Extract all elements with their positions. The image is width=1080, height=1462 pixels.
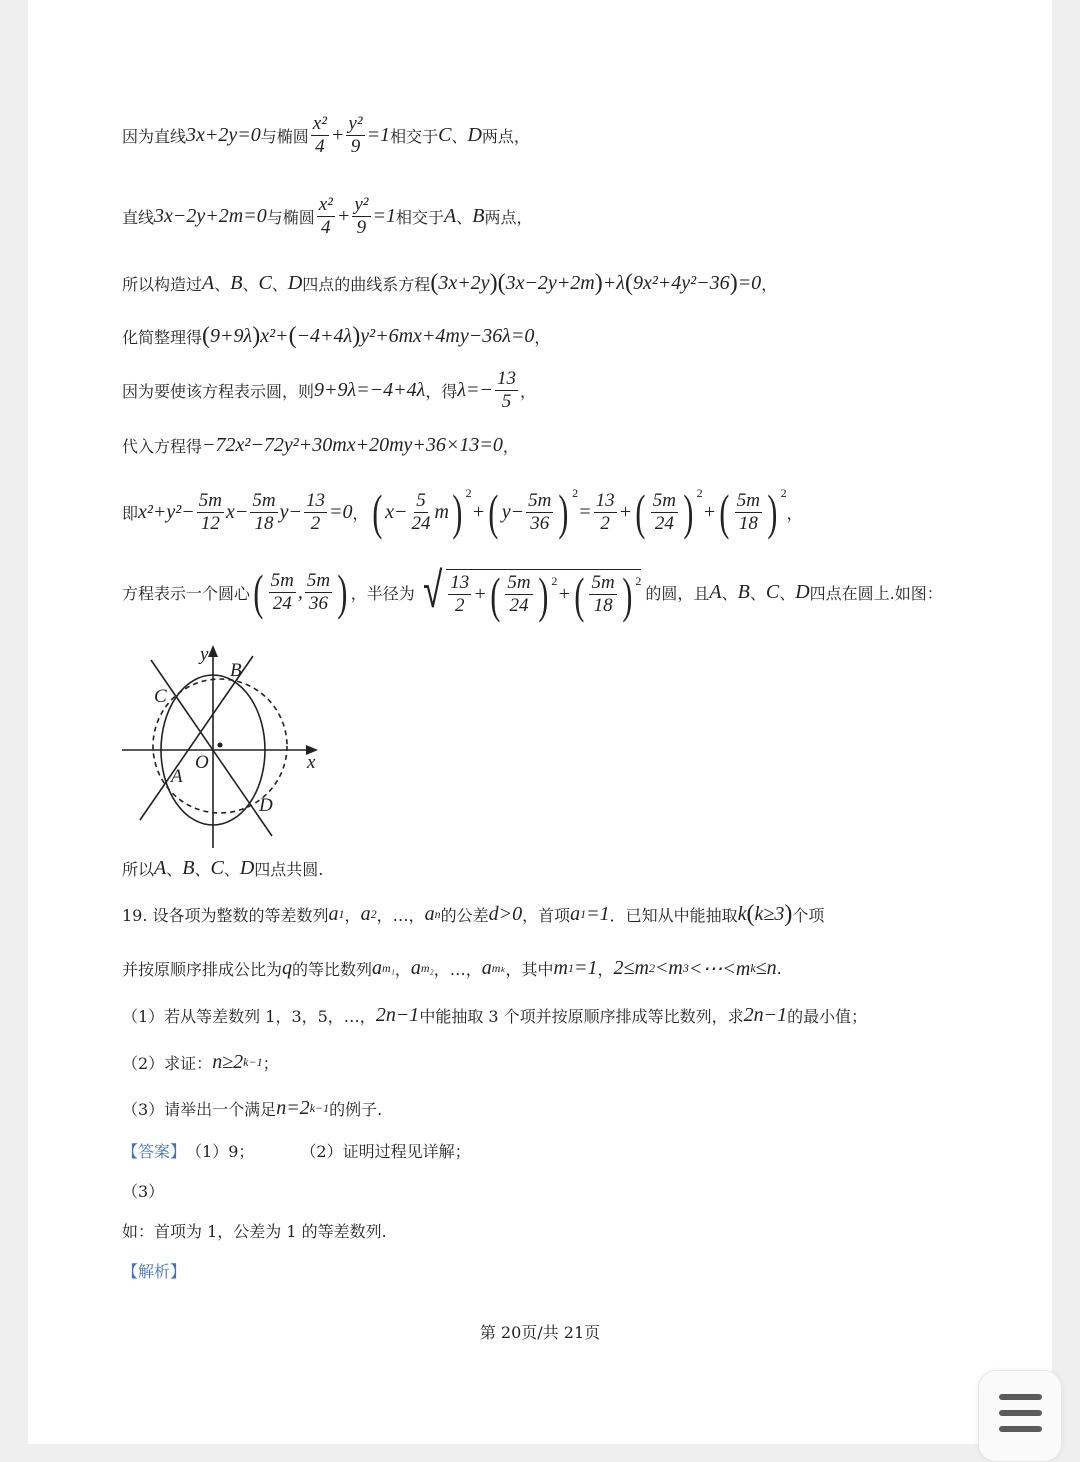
- text: ，得: [425, 381, 458, 401]
- math-expression: a: [424, 902, 435, 925]
- math-expression: 5m: [306, 569, 331, 591]
- text: 化简整理得: [122, 327, 203, 347]
- subscript: m₁: [382, 960, 395, 975]
- text: 、: [779, 583, 796, 603]
- math-expression: q: [282, 956, 293, 979]
- math-expression: =1: [372, 204, 396, 227]
- text: （3）请举出一个满足: [122, 1099, 277, 1119]
- text: 相交于: [396, 207, 445, 227]
- superscript: k−1: [309, 1100, 330, 1115]
- math-expression: 18: [738, 512, 758, 534]
- math-expression: C: [765, 580, 780, 603]
- math-expression: 9: [350, 135, 361, 157]
- right-paren: ): [337, 564, 348, 620]
- math-expression: ,: [297, 580, 303, 603]
- left-paren: (: [202, 323, 211, 349]
- text: 【解析】: [122, 1261, 187, 1281]
- text: ，: [520, 381, 537, 401]
- math-expression: n=2: [276, 1096, 310, 1119]
- text: ；: [262, 1053, 279, 1073]
- subscript: 2: [370, 906, 377, 921]
- math-expression: 2n−1: [375, 1003, 420, 1026]
- text: 四点的曲线系方程: [302, 274, 431, 294]
- math-expression: +: [336, 204, 351, 227]
- math-expression: D: [287, 271, 303, 294]
- text: 与椭圆: [266, 207, 315, 227]
- text: 的最小值；: [787, 1006, 868, 1026]
- text: 如：首项为 1，公差为 1 的等差数列.: [122, 1221, 387, 1241]
- superscript: 2: [696, 486, 703, 500]
- math-expression: A: [154, 856, 167, 879]
- text: 因为要使该方程表示圆，则: [122, 381, 315, 401]
- math-expression: 2: [310, 512, 321, 534]
- right-paren: ): [622, 566, 633, 623]
- math-expression: 4: [315, 135, 325, 157]
- label-origin: O: [195, 752, 209, 773]
- circle-center-dot: [218, 743, 223, 748]
- y-arrow-icon: [208, 645, 218, 657]
- left-paren: (: [488, 484, 499, 540]
- text: 的等比数列: [292, 959, 373, 979]
- right-paren: ): [452, 484, 463, 540]
- math-expression: 13: [305, 489, 325, 511]
- label-c: C: [154, 686, 167, 707]
- math-expression: =1: [586, 902, 610, 925]
- math-expression: 12: [200, 512, 220, 534]
- math-expression: 13: [450, 572, 470, 594]
- subscript: 2: [648, 960, 655, 975]
- math-expression: a: [570, 902, 581, 925]
- text: 中能抽取 3 个项并按原顺序排成等比数列，求: [419, 1006, 744, 1026]
- math-expression: C: [438, 123, 452, 146]
- hamburger-menu-icon-bar: [999, 1426, 1042, 1432]
- math-expression: −72x²−72y²+30mx+20my+36×13=0: [202, 433, 503, 456]
- text: 、: [214, 274, 231, 294]
- text: 四点在圆上.如图：: [809, 583, 943, 603]
- math-expression: 5m: [270, 569, 294, 591]
- subscript: k: [750, 960, 756, 975]
- analysis-heading: [122, 1240, 186, 1300]
- subscript: 1: [580, 906, 587, 921]
- math-expression: 5m: [652, 489, 676, 511]
- math-expression: 24: [509, 595, 529, 616]
- text: ，: [502, 436, 519, 456]
- label-b: B: [230, 660, 242, 681]
- math-expression: λ=−: [457, 378, 493, 401]
- text: 的圆，且: [645, 583, 710, 603]
- text: ，: [352, 503, 369, 523]
- math-expression: 2≤m: [613, 956, 649, 979]
- text: 19. 设各项为整数的等差数列: [122, 905, 329, 925]
- right-paren: ): [683, 484, 694, 540]
- math-expression: a: [410, 956, 421, 979]
- math-expression: y−: [279, 500, 302, 523]
- right-paren: ): [489, 270, 498, 296]
- page-footer: 第 20页/共 21页: [479, 1323, 601, 1342]
- text: 因为直线: [122, 126, 187, 146]
- math-expression: D: [795, 580, 810, 603]
- text: 两点，: [481, 126, 530, 146]
- text: 的例子.: [329, 1099, 383, 1119]
- label-d: D: [259, 795, 273, 816]
- subscript: m₂: [420, 960, 434, 975]
- math-expression: 3x−2y+2m: [505, 271, 595, 294]
- hamburger-menu-icon-bar: [999, 1410, 1042, 1416]
- math-expression: 13: [497, 367, 516, 389]
- text: ，其中: [505, 959, 554, 979]
- subscript: n: [434, 906, 441, 921]
- math-expression: a: [481, 956, 492, 979]
- math-expression: x²: [318, 193, 333, 215]
- math-expression: A: [444, 204, 457, 227]
- math-expression: B: [230, 271, 243, 294]
- text: 即: [122, 503, 139, 523]
- math-expression: B: [737, 580, 750, 603]
- left-paren: (: [574, 566, 585, 623]
- math-expression: m: [434, 500, 449, 523]
- superscript: 2: [572, 486, 579, 500]
- math-expression: 2: [455, 595, 465, 616]
- math-expression: d>0: [488, 902, 523, 925]
- math-expression: y²: [354, 193, 369, 215]
- text: 代入方程得: [122, 436, 203, 456]
- left-paren: (: [288, 323, 297, 349]
- math-expression: C: [210, 856, 224, 879]
- left-paren: (: [371, 484, 382, 540]
- text: ，: [394, 959, 411, 979]
- label-a: A: [171, 766, 183, 787]
- text: 、: [194, 859, 211, 879]
- math-expression: 13: [595, 489, 615, 511]
- math-expression: 5m: [528, 489, 552, 511]
- math-expression: a: [328, 902, 339, 925]
- text: 四点共圆.: [254, 859, 324, 879]
- math-expression: 18: [254, 512, 274, 534]
- text: （2）证明过程见详解；: [300, 1141, 471, 1161]
- math-expression: 5m: [591, 572, 615, 594]
- text: 直线: [122, 207, 155, 227]
- right-paren: ): [767, 484, 778, 540]
- answer-line: [122, 1120, 471, 1180]
- menu-button[interactable]: [978, 1370, 1062, 1462]
- right-paren: ): [252, 323, 261, 349]
- math-expression: a: [372, 956, 383, 979]
- math-expression: 9x²+4y²−36: [632, 271, 730, 294]
- right-paren: ): [729, 270, 738, 296]
- subscript: 1: [338, 906, 345, 921]
- math-expression: y²: [348, 112, 363, 134]
- text: （3）: [122, 1181, 165, 1201]
- math-expression: 2: [600, 512, 610, 534]
- math-expression: 5m: [198, 489, 222, 511]
- math-expression: 24: [411, 512, 431, 534]
- radical-sign: √: [422, 560, 443, 619]
- math-expression: =0: [328, 500, 353, 523]
- math-expression: x²+y²−: [138, 500, 195, 523]
- math-expression: x−: [385, 500, 408, 523]
- subscript: 1: [568, 960, 574, 975]
- math-expression: 18: [593, 595, 613, 616]
- math-expression: =1: [574, 956, 598, 979]
- math-expression: +: [618, 500, 633, 523]
- text: 相交于: [390, 126, 439, 146]
- math-expression: +: [473, 583, 487, 605]
- text: ，: [761, 274, 778, 294]
- math-expression: x−: [226, 500, 249, 523]
- label-y: y: [200, 644, 209, 665]
- math-expression: a: [360, 902, 371, 925]
- math-expression: 2n−1: [743, 1003, 788, 1026]
- math-expression: 24: [654, 512, 674, 534]
- line-cd: [151, 660, 272, 836]
- text: 、: [166, 859, 183, 879]
- math-expression: 9+9λ=−4+4λ: [314, 378, 426, 401]
- math-expression: y²+6mx+4my−36λ=0: [360, 324, 535, 347]
- text: ，: [786, 503, 803, 523]
- math-expression: 36: [530, 512, 550, 534]
- text: 、: [223, 859, 240, 879]
- text: （2）求证：: [122, 1053, 213, 1073]
- math-expression: k: [737, 902, 747, 925]
- left-paren: (: [253, 564, 264, 620]
- text: （1）9；: [186, 1141, 255, 1161]
- math-expression: A: [202, 271, 215, 294]
- text: 个项: [792, 905, 825, 925]
- superscript: 2: [465, 486, 472, 500]
- left-paren: (: [746, 901, 755, 927]
- math-expression: x²+: [260, 324, 289, 347]
- text: ，首项: [522, 905, 571, 925]
- math-expression: =0: [737, 271, 762, 294]
- subscript: 3: [682, 960, 689, 975]
- math-expression: 5: [501, 390, 512, 412]
- math-expression: D: [467, 123, 482, 146]
- left-paren: (: [497, 270, 506, 296]
- math-expression: 9+9λ: [210, 324, 253, 347]
- left-paren: (: [719, 484, 730, 540]
- math-expression: ≤n: [755, 956, 777, 979]
- text: ，: [597, 959, 614, 979]
- math-expression: 5: [416, 489, 426, 511]
- question-19-line-1: [122, 884, 824, 944]
- math-expression: +: [557, 583, 571, 605]
- math-expression: 5m: [252, 489, 276, 511]
- math-expression: =: [578, 500, 592, 523]
- math-expression: <⋯<m: [688, 957, 751, 980]
- right-paren: ): [784, 901, 793, 927]
- text: 、: [749, 583, 766, 603]
- text: ，: [344, 905, 361, 925]
- math-expression: n≥2: [212, 1050, 244, 1073]
- text: ，半径为: [350, 583, 415, 603]
- right-paren: ): [352, 323, 361, 349]
- text: 、: [721, 583, 738, 603]
- parenthesized-group: [747, 902, 793, 926]
- math-expression: B: [182, 856, 195, 879]
- math-expression: 3x+2y: [438, 271, 490, 294]
- hamburger-menu-icon: [999, 1394, 1042, 1400]
- text: 并按原顺序排成公比为: [122, 959, 283, 979]
- right-paren: ): [537, 566, 548, 623]
- math-expression: +: [330, 123, 345, 146]
- left-paren: (: [430, 270, 439, 296]
- text: 所以构造过: [122, 274, 203, 294]
- text: 所以: [122, 859, 155, 879]
- left-paren: (: [624, 270, 633, 296]
- math-expression: x²: [312, 112, 327, 134]
- math-expression: +: [702, 500, 717, 523]
- left-paren: (: [490, 566, 501, 623]
- left-paren: (: [635, 484, 646, 540]
- math-expression: m: [553, 956, 568, 979]
- text: （1）若从等差数列 1，3，5，…，: [122, 1006, 376, 1026]
- math-expression: 5m: [507, 572, 531, 594]
- text: 两点，: [484, 207, 533, 227]
- text: 方程表示一个圆心: [122, 583, 251, 603]
- math-expression: 36: [309, 592, 329, 614]
- text: 、: [451, 126, 468, 146]
- right-paren: ): [594, 270, 603, 296]
- text: ，: [534, 327, 551, 347]
- math-expression: −4+4λ: [296, 324, 353, 347]
- math-expression: 3x+2y=0: [186, 123, 261, 146]
- math-expression: y−: [501, 500, 525, 523]
- math-expression: k≥3: [754, 902, 785, 925]
- label-x: x: [307, 752, 316, 773]
- math-expression: B: [472, 204, 485, 227]
- math-expression: =1: [366, 123, 391, 146]
- math-expression: 24: [272, 592, 292, 614]
- right-paren: ): [558, 484, 569, 540]
- text: .: [776, 958, 782, 978]
- math-expression: <m: [654, 956, 683, 979]
- math-expression: D: [239, 856, 255, 879]
- text: ．已知从中能抽取: [609, 905, 738, 925]
- text: 【答案】: [122, 1141, 187, 1161]
- text: 与椭圆: [260, 126, 309, 146]
- text: 的公差: [440, 905, 489, 925]
- superscript: 2: [780, 486, 787, 500]
- text: ，…，: [376, 905, 425, 925]
- superscript: 2: [551, 573, 558, 588]
- math-expression: C: [258, 271, 272, 294]
- math-expression: +λ: [602, 271, 625, 294]
- math-expression: 9: [356, 216, 367, 238]
- math-expression: +: [471, 500, 486, 523]
- math-expression: 3x−2y+2m=0: [154, 204, 267, 227]
- superscript: k−1: [243, 1054, 263, 1069]
- math-expression: 5m: [736, 489, 760, 511]
- subscript: mₖ: [491, 960, 506, 975]
- math-expression: 4: [321, 216, 331, 238]
- superscript: 2: [635, 573, 642, 588]
- math-expression: A: [709, 580, 722, 603]
- text: ，…，: [433, 959, 482, 979]
- text: 、: [242, 274, 259, 294]
- text: 、: [456, 207, 473, 227]
- text: 、: [271, 274, 288, 294]
